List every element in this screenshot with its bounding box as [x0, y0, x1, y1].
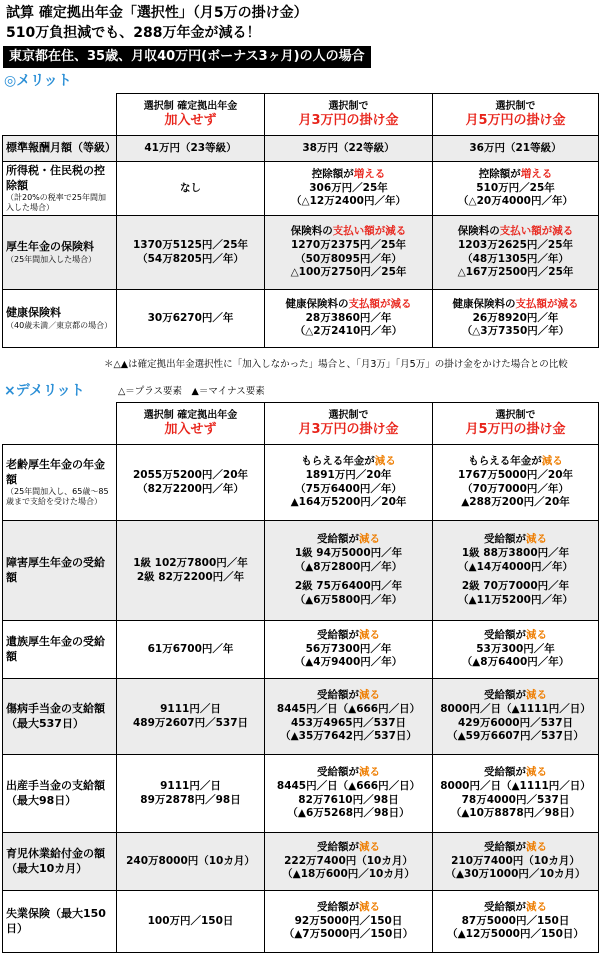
footnote: ＊△▲は確定拠出年金選択性に「加入しなかった」場合と、「月3万」「月5万」の掛け金をかけた場合との比較 — [104, 359, 568, 370]
header-highlight: 加入せず — [164, 112, 217, 128]
header-highlight: 加入せず — [164, 421, 217, 437]
demerit-heading: ×デメリット — [4, 383, 85, 399]
decrease-highlight: 減る — [374, 455, 396, 468]
table-row: 所得税・住民税の控除額 （計20%の税率で25年間加入した場合） なし 控除額が増える 306万円／25年 （△12万2400円／年） 控除額が増える 510万円／25年 （△20万4000円／年） — [3, 162, 599, 216]
decrease-highlight: 減る — [526, 766, 547, 779]
merit-table — [2, 93, 599, 348]
page-title: 試算 確定拠出年金「選択性」（月5万の掛け金） — [6, 5, 308, 21]
merit-header-row: 選択制 確定拠出年金 加入せず 選択制で 月3万円の掛け金 選択制で 月5万円の掛け金 — [3, 94, 599, 136]
decrease-highlight: 減る — [359, 901, 380, 914]
decrease-highlight: 減る — [526, 689, 547, 702]
row-label: 所得税・住民税の控除額 （計20%の税率で25年間加入した場合） — [3, 162, 117, 216]
decrease-highlight: 減る — [359, 629, 380, 642]
table-row: 育児休業給付金の額（最大10カ月） 240万8000円（10カ月） 受給額が減る 222万7400円（10カ月） （▲18万600円／10カ月） 受給額が減る 210万7400円（10カ月） （▲30万1000円／10カ月） — [3, 833, 599, 891]
page-subtitle: 510万負担減でも、288万年金が減る！ — [6, 25, 261, 41]
row-label: 障害厚生年金の受給額 — [3, 521, 117, 621]
legend-note: △＝プラス要素 ▲＝マイナス要素 — [118, 386, 265, 397]
row-label: 出産手当金の支給額（最大98日） — [3, 755, 117, 833]
decrease-highlight: 減る — [526, 901, 547, 914]
table-row: 老齢厚生年金の年金額 （25年間加入し、65歳〜85歳まで支給を受けた場合） 2055万5200円／20年 （82万2200円／年） もらえる年金が減る 1891万円／20年 （75万6400円／年） ▲164万5200円／20年 もらえる年金が減る 1767万5000円／20年 （70万7000円／年） ▲288万200円／20年 — [3, 445, 599, 521]
row-label: 標準報酬月額（等級） — [3, 136, 117, 162]
merit-heading: ◎メリット — [4, 73, 72, 89]
table-row: 遺族厚生年金の受給額 61万6700円／年 受給額が減る 56万7300円／年 （▲4万9400円／年） 受給額が減る 53万300円／年 （▲8万6400円／年） — [3, 621, 599, 679]
table-row: 傷病手当金の支給額（最大537日） 9111円／日 489万2607円／537日 受給額が減る 8445円／日（▲666円／日） 453万4965円／537日 （▲35万7642円／537日） 受給額が減る 8000円／日（▲1111円／日） 429万6000円／537日 （▲59万6607円／537日） — [3, 679, 599, 755]
table-row: 厚生年金の保険料 （25年間加入した場合） 1370万5125円／25年 （54万8205円／年） 保険料の支払い額が減る 1270万2375円／25年 （50万8095円／年） △100万2750円／25年 保険料の支払い額が減る 1203万2625円／25年 （48万1305円／年） △167万2500円／25年 — [3, 216, 599, 290]
row-label: 遺族厚生年金の受給額 — [3, 621, 117, 679]
row-label: 厚生年金の保険料 （25年間加入した場合） — [3, 216, 117, 290]
decrease-highlight: 減る — [541, 455, 563, 468]
decrease-highlight: 減る — [359, 689, 380, 702]
row-label: 健康保険料 （40歳未満／東京都の場合） — [3, 290, 117, 348]
decrease-highlight: 減る — [359, 533, 380, 546]
row-label: 育児休業給付金の額（最大10カ月） — [3, 833, 117, 891]
header-highlight: 月5万円の掛け金 — [465, 421, 566, 437]
condition-banner: 東京都在住、35歳、月収40万円(ボーナス3ヶ月)の人の場合 — [3, 46, 371, 68]
table-row: 障害厚生年金の受給額 1級 102万7800円／年 2級 82万2200円／年 受給額が減る 1級 94万5000円／年 （▲8万2800円／年） 2級 75万6400円／年 （▲6万5800円／年） 受給額が減る 1級 88万3800円／年 （▲14万4000円／年） 2級 70万7000円／年 （▲11万5200円／年） — [3, 521, 599, 621]
demerit-header-row: 選択制 確定拠出年金 加入せず 選択制で 月3万円の掛け金 選択制で 月5万円の掛け金 — [3, 403, 599, 445]
decrease-highlight: 減る — [526, 533, 547, 546]
header-highlight: 月3万円の掛け金 — [298, 421, 399, 437]
table-row: 標準報酬月額（等級） 41万円（23等級） 38万円（22等級） 36万円（21等級） — [3, 136, 599, 162]
demerit-table — [2, 402, 599, 953]
header-highlight: 月3万円の掛け金 — [298, 112, 399, 128]
decrease-highlight: 減る — [359, 841, 380, 854]
header-highlight: 月5万円の掛け金 — [465, 112, 566, 128]
row-label: 失業保険（最大150日） — [3, 891, 117, 953]
decrease-highlight: 減る — [526, 841, 547, 854]
decrease-highlight: 減る — [359, 766, 380, 779]
table-row: 失業保険（最大150日） 100万円／150日 受給額が減る 92万5000円／150日 （▲7万5000円／150日） 受給額が減る 87万5000円／150日 （▲12万5000円／150日） — [3, 891, 599, 953]
table-row: 健康保険料 （40歳未満／東京都の場合） 30万6270円／年 健康保険料の支払額が減る 28万3860円／年 （△2万2410円／年） 健康保険料の支払額が減る 26万8920円／年 （△3万7350円／年） — [3, 290, 599, 348]
decrease-highlight: 減る — [526, 629, 547, 642]
table-row: 出産手当金の支給額（最大98日） 9111円／日 89万2878円／98日 受給額が減る 8445円／日（▲666円／日） 82万7610円／98日 （▲6万5268円／98日） 受給額が減る 8000円／日（▲1111円／日） 78万4000円／537日 （▲10万8878円／98日） — [3, 755, 599, 833]
row-label: 傷病手当金の支給額（最大537日） — [3, 679, 117, 755]
row-label: 老齢厚生年金の年金額 （25年間加入し、65歳〜85歳まで支給を受けた場合） — [3, 445, 117, 521]
